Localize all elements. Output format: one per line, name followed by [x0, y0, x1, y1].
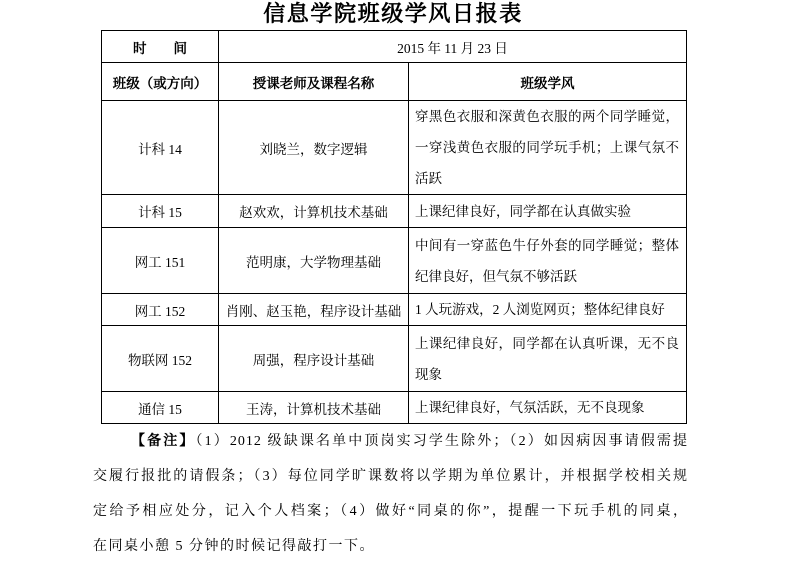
class-style-cell: [409, 195, 687, 228]
teacher-course-cell: 赵欢欢，计算机技术基础: [219, 195, 409, 228]
class-style-line: 一穿浅黄色衣服的同学玩手机；上课气氛不: [415, 140, 679, 155]
class-cell: 物联网 152: [102, 326, 219, 392]
notes-line: [93, 424, 688, 459]
class-cell: 通信 15: [102, 392, 219, 424]
table-row: [102, 392, 687, 424]
date-cell: 2015 年 11 月 23 日: [219, 31, 687, 63]
class-style-cell: [409, 294, 687, 326]
class-cell: 计科 15: [102, 195, 219, 228]
teacher-course-cell: 周强，程序设计基础: [219, 326, 409, 392]
class-style-line: 中间有一穿蓝色牛仔外套的同学睡觉；整体: [415, 237, 679, 253]
time-label-cell: 时 间: [102, 31, 219, 63]
class-cell: 网工 151: [102, 228, 219, 294]
table-row: [102, 195, 687, 228]
table-row: [102, 101, 687, 195]
class-style-line: 1 人玩游戏，2 人浏览网页；整体纪律良好: [415, 302, 665, 317]
class-style-line: 上课纪律良好，气氛活跃，无不良现象: [415, 400, 645, 415]
class-style-cell: [409, 392, 687, 424]
notes-paragraph: [93, 424, 688, 566]
class-style-line: 现象: [415, 366, 442, 382]
header-row: [102, 63, 687, 101]
notes-label: 【备注】: [131, 434, 196, 449]
teacher-course-cell: 刘晓兰，数字逻辑: [219, 101, 409, 195]
class-style-cell: [409, 326, 687, 392]
class-style-line: 上课纪律良好，同学都在认真听课，无不良: [415, 335, 679, 351]
header-class-style: 班级学风: [409, 63, 687, 101]
header-teacher-course: 授课老师及课程名称: [219, 63, 409, 101]
teacher-course-cell: 肖刚、赵玉艳，程序设计基础: [219, 294, 409, 326]
table-row: [102, 294, 687, 326]
class-cell: 计科 14: [102, 101, 219, 195]
date-row: [102, 31, 687, 63]
report-table: [101, 30, 687, 424]
class-style-cell: [409, 101, 687, 195]
teacher-course-cell: 王涛，计算机技术基础: [219, 392, 409, 424]
class-cell: 网工 152: [102, 294, 219, 326]
teacher-course-cell: 范明康，大学物理基础: [219, 228, 409, 294]
class-style-line: 穿黑色衣服和深黄色衣服的两个同学睡觉，: [415, 109, 679, 124]
class-style-line: 纪律良好，但气氛不够活跃: [415, 268, 577, 284]
table-row: [102, 228, 687, 294]
header-class: 班级（或方向）: [102, 63, 219, 101]
notes-line: 交履行报批的请假条；（3）每位同学旷课数将以学期为单位累计，并根据学校相关规: [93, 469, 688, 484]
report-title: 信息学院班级学风日报表: [263, 1, 523, 26]
class-style-line: 活跃: [415, 171, 442, 186]
notes-line-text: （1）2012 级缺课名单中顶岗实习学生除外；（2）如因病因事请假需提: [195, 434, 688, 449]
class-style-cell: [409, 228, 687, 294]
table-row: [102, 326, 687, 392]
notes-line: 定给予相应处分，记入个人档案；（4）做好“同桌的你”，提醒一下玩手机的同桌，: [93, 504, 688, 519]
class-style-line: 上课纪律良好，同学都在认真做实验: [415, 203, 631, 219]
notes-line: 在同桌小憩 5 分钟的时候记得敲打一下。: [93, 539, 375, 554]
